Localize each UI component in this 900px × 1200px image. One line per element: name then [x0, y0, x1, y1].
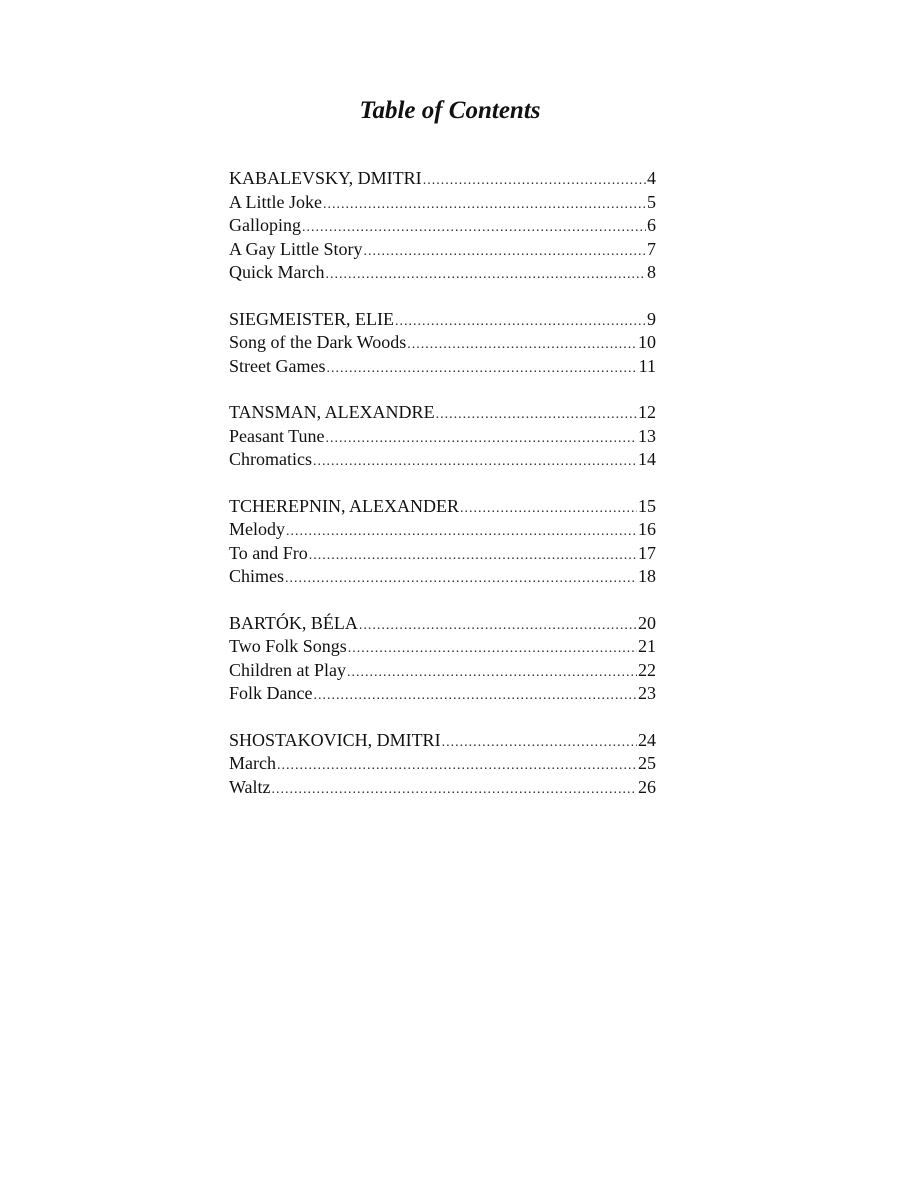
toc-piece-entry[interactable]: [229, 238, 656, 262]
piece-title: Waltz: [229, 776, 271, 797]
page-number: 16: [638, 519, 656, 539]
toc-piece-entry[interactable]: [229, 565, 656, 589]
toc-piece-entry[interactable]: [229, 355, 656, 379]
piece-title: A Little Joke: [229, 191, 322, 212]
toc-piece-entry[interactable]: [229, 331, 656, 355]
dot-leader: [359, 614, 637, 636]
page-number: 25: [638, 753, 656, 773]
toc-group-tansman: [229, 401, 656, 472]
page-number: 14: [638, 449, 656, 469]
piece-title: Folk Dance: [229, 683, 313, 703]
page-number: 12: [638, 402, 656, 422]
dot-leader: [313, 684, 637, 706]
piece-title: Chimes: [229, 566, 285, 586]
composer-name: TANSMAN, ALEXANDRE: [229, 402, 435, 422]
toc-piece-entry[interactable]: [229, 261, 656, 285]
composer-name: TCHEREPNIN, ALEXANDER: [229, 495, 459, 516]
piece-title: Peasant Tune: [229, 425, 325, 446]
dot-leader: [309, 544, 637, 566]
dot-leader: [272, 778, 637, 800]
dot-leader: [326, 427, 637, 449]
piece-title: To and Fro: [229, 542, 308, 563]
dot-leader: [325, 263, 646, 285]
dot-leader: [323, 193, 646, 215]
page-title: Table of Contents: [359, 97, 541, 124]
toc-composer-entry[interactable]: [229, 308, 656, 332]
toc-composer-entry[interactable]: [229, 729, 656, 753]
toc-piece-entry[interactable]: [229, 776, 656, 800]
toc-piece-entry[interactable]: [229, 635, 656, 659]
toc-piece-entry[interactable]: [229, 682, 656, 706]
toc-piece-entry[interactable]: [229, 214, 656, 238]
toc-piece-entry[interactable]: [229, 518, 656, 542]
page-number: 11: [638, 355, 656, 376]
toc-group-siegmeister: [229, 308, 656, 379]
toc-piece-entry[interactable]: [229, 752, 656, 776]
toc-piece-entry[interactable]: [229, 425, 656, 449]
toc-group-tcherepnin: [229, 495, 656, 589]
piece-title: Quick March: [229, 262, 325, 282]
piece-title: Two Folk Songs: [229, 636, 347, 656]
piece-title: Song of the Dark Woods: [229, 332, 407, 352]
page-number: 24: [638, 729, 656, 750]
toc-piece-entry[interactable]: [229, 448, 656, 472]
composer-name: SHOSTAKOVICH, DMITRI: [229, 729, 441, 750]
piece-title: Children at Play: [229, 659, 346, 680]
toc-group-kabalevsky: [229, 167, 656, 285]
page-number: 7: [647, 238, 656, 259]
page-number: 20: [638, 612, 656, 633]
toc-composer-entry[interactable]: [229, 401, 656, 425]
dot-leader: [277, 754, 637, 776]
dot-leader: [286, 520, 637, 542]
dot-leader: [326, 357, 637, 379]
page-number: 15: [638, 495, 656, 516]
page-number: 26: [638, 776, 656, 797]
dot-leader: [285, 567, 637, 589]
page-number: 9: [647, 308, 656, 329]
composer-name: BARTÓK, BÉLA: [229, 612, 358, 633]
dot-leader: [364, 240, 647, 262]
toc-piece-entry[interactable]: [229, 659, 656, 683]
dot-leader: [302, 216, 646, 238]
dot-leader: [313, 450, 637, 472]
dot-leader: [423, 169, 646, 191]
dot-leader: [442, 731, 637, 753]
dot-leader: [395, 310, 646, 332]
page-number: 10: [638, 332, 656, 352]
piece-title: Chromatics: [229, 449, 312, 469]
piece-title: Galloping: [229, 215, 301, 235]
dot-leader: [347, 661, 637, 683]
piece-title: Melody: [229, 519, 285, 539]
toc-piece-entry[interactable]: [229, 542, 656, 566]
page-number: 18: [638, 566, 656, 586]
dot-leader: [436, 403, 637, 425]
page-number: 5: [647, 191, 656, 212]
toc-piece-entry[interactable]: [229, 191, 656, 215]
composer-name: KABALEVSKY, DMITRI: [229, 168, 422, 188]
dot-leader: [407, 333, 637, 355]
page-number: 4: [647, 168, 656, 188]
composer-name: SIEGMEISTER, ELIE: [229, 308, 394, 329]
piece-title: A Gay Little Story: [229, 238, 363, 259]
page-number: 23: [638, 683, 656, 703]
dot-leader: [460, 497, 637, 519]
toc-list: [229, 167, 656, 822]
toc-group-bartok: [229, 612, 656, 706]
toc-composer-entry[interactable]: [229, 612, 656, 636]
toc-group-shostakovich: [229, 729, 656, 800]
piece-title: March: [229, 753, 276, 773]
dot-leader: [348, 637, 637, 659]
page-number: 6: [647, 215, 656, 235]
page-number: 8: [647, 262, 656, 282]
piece-title: Street Games: [229, 355, 326, 376]
page-number: 21: [638, 636, 656, 656]
page-number: 17: [638, 542, 656, 563]
toc-composer-entry[interactable]: [229, 167, 656, 191]
page-number: 13: [638, 425, 656, 446]
toc-composer-entry[interactable]: [229, 495, 656, 519]
page-number: 22: [638, 659, 656, 680]
